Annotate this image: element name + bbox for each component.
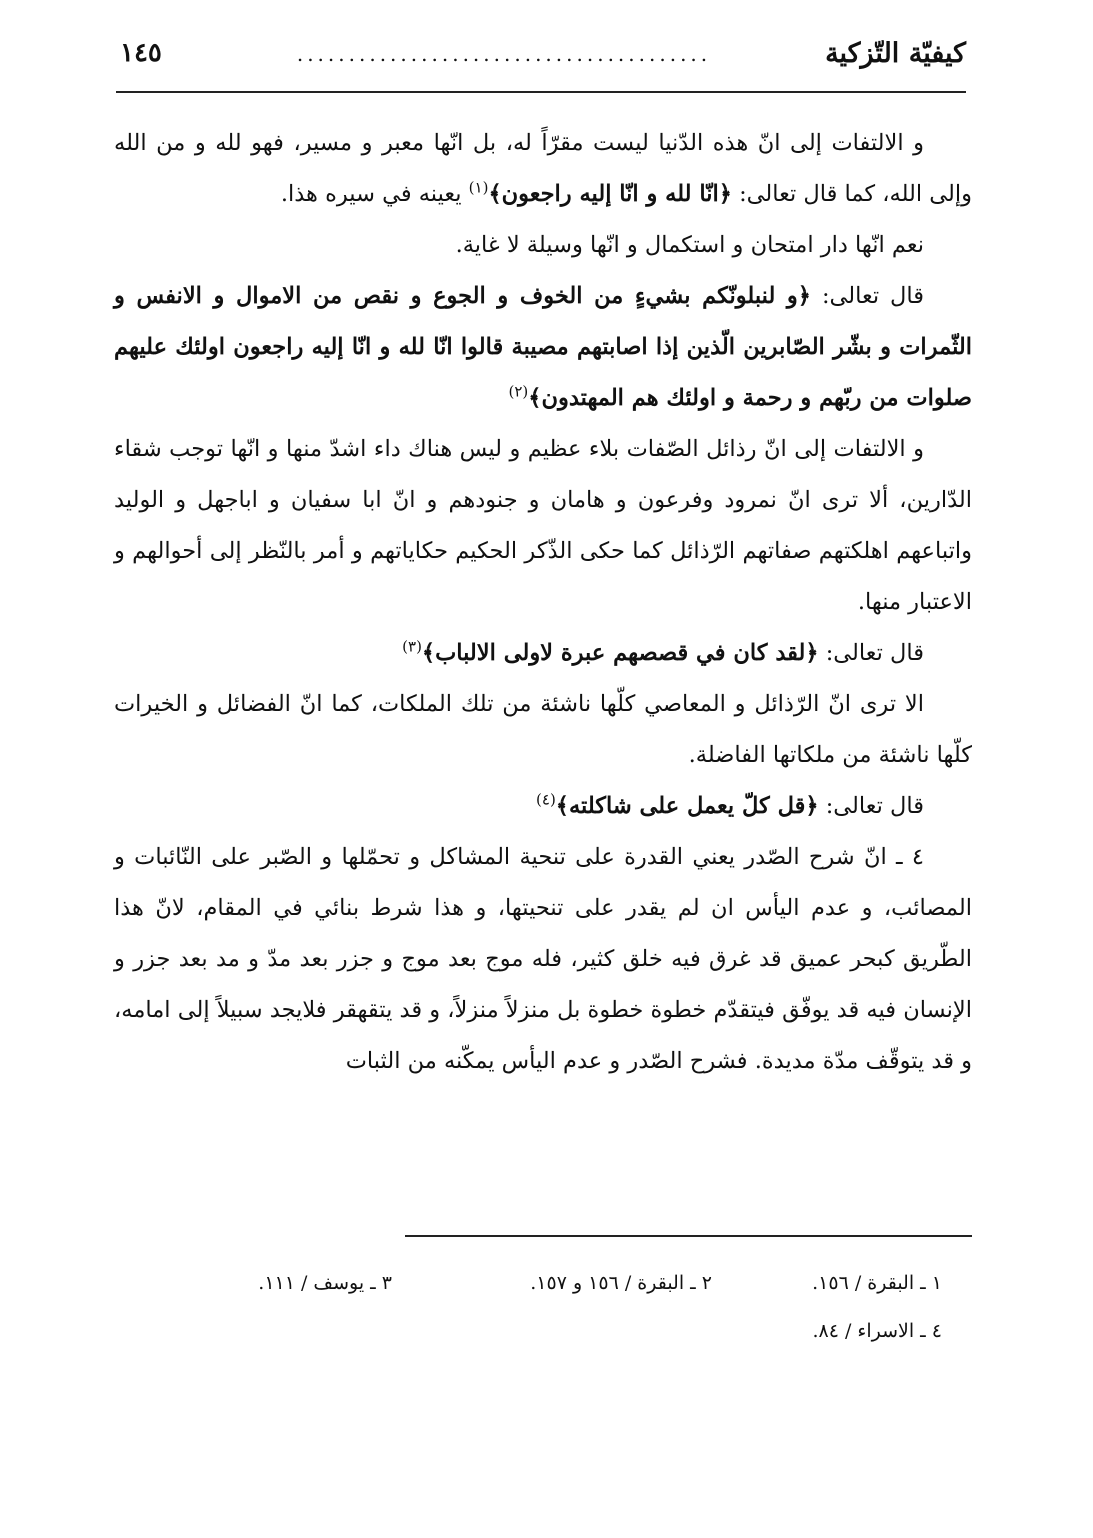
quran-quote-3: ﴿لقد كان في قصصهم عبرة لاولى الالباب﴾ — [421, 640, 819, 666]
footnote-rule — [405, 1235, 972, 1237]
footnote-4: ٤ ـ الاسراء / ٨٤. — [812, 1320, 942, 1342]
leader-dots: ........................................ — [296, 42, 712, 66]
quran-quote-1: ﴿انّا لله و انّا إليه راجعون﴾ — [488, 181, 732, 207]
footnote-ref-1: (١) — [468, 178, 489, 197]
body-text — [114, 118, 972, 1087]
footnote-ref-4: (٤) — [536, 790, 556, 809]
paragraph-3-lead: قال تعالى: — [811, 283, 924, 309]
footnote-ref-3: (٣) — [402, 637, 422, 656]
page-number: ١٤٥ — [120, 38, 162, 68]
paragraph-6: الا ترى انّ الرّذائل و المعاصي كلّها ناشئة من تلك الملكات، كما انّ الفضائل و الخيرات كلّها ناشئة من ملكاتها الفاضلة. — [114, 691, 972, 768]
footnote-2: ٢ ـ البقرة / ١٥٦ و ١٥٧. — [530, 1272, 712, 1294]
paragraph-4: و الالتفات إلى انّ رذائل الصّفات بلاء عظيم و ليس هناك داء اشدّ منها و انّها توجب شقاء الدّارين، ألا ترى انّ نمرود وفرعون و هامان و جنودهم و انّ ابا سفيان و اباجهل و الوليد واتباعهم اهلكتهم صفاتهم الرّذائل كما حكى الذّكر الحكيم حكاياتهم و أمر بالنّظر إلى أحوالهم و الاعتبار منها. — [114, 436, 972, 615]
paragraph-7 — [114, 781, 972, 832]
footnote-3: ٣ ـ يوسف / ١١١. — [258, 1272, 392, 1294]
page-header — [114, 30, 972, 90]
paragraph-5-lead: قال تعالى: — [818, 640, 924, 666]
footnote-1: ١ ـ البقرة / ١٥٦. — [812, 1272, 942, 1294]
paragraph-1-text-a: و الالتفات إلى انّ هذه الدّنيا ليست مقرّاً له، بل انّها معبر و مسير، فهو لله و من الله وإلى الله، كما قال تعالى: — [114, 130, 972, 207]
paragraph-2: نعم انّها دار امتحان و استكمال و انّها وسيلة لا غاية. — [455, 232, 924, 258]
paragraph-7-lead: قال تعالى: — [818, 793, 924, 819]
quran-quote-4: ﴿قل كلّ يعمل على شاكلته﴾ — [555, 793, 819, 819]
paragraph-8: ٤ ـ انّ شرح الصّدر يعني القدرة على تنحية المشاكل و تحمّلها و الصّبر على النّائبات و المصائب، و عدم اليأس ان لم يقدر على تنحيتها، و هذا شرط بنائي في المقام، لانّ هذا الطّريق كبحر عميق قد غرق فيه خلق كثير، فله موج بعد موج و جزر بعد مدّ و مد بعد جزر و الإنسان فيه قد يوفّق فيتقدّم خطوة خطوة بل منزلاً منزلاً، و قد يتقهقر فلايجد سبيلاً إلى امامه، و قد يتوقّف مدّة مديدة. فشرح الصّدر و عدم اليأس يمكّنه من الثبات — [114, 844, 972, 1074]
paragraph-1-text-b: يعينه في سيره هذا. — [280, 181, 469, 207]
running-title: كيفيّة التّزكية — [825, 38, 966, 69]
paragraph-5 — [114, 628, 972, 679]
footnote-ref-2: (٢) — [508, 382, 529, 401]
paragraph-3 — [114, 271, 972, 424]
header-rule — [116, 91, 966, 93]
paragraph-1 — [114, 118, 972, 220]
quran-quote-2: ﴿و لنبلونّكم بشيءٍ من الخوف و الجوع و نقص من الاموال و الانفس و الثّمرات و بشّر الصّابرين الّذين إذا اصابتهم مصيبة قالوا انّا لله و انّا إليه راجعون اولئك عليهم صلوات من ربّهم و رحمة و اولئك هم المهتدون﴾ — [114, 283, 972, 411]
